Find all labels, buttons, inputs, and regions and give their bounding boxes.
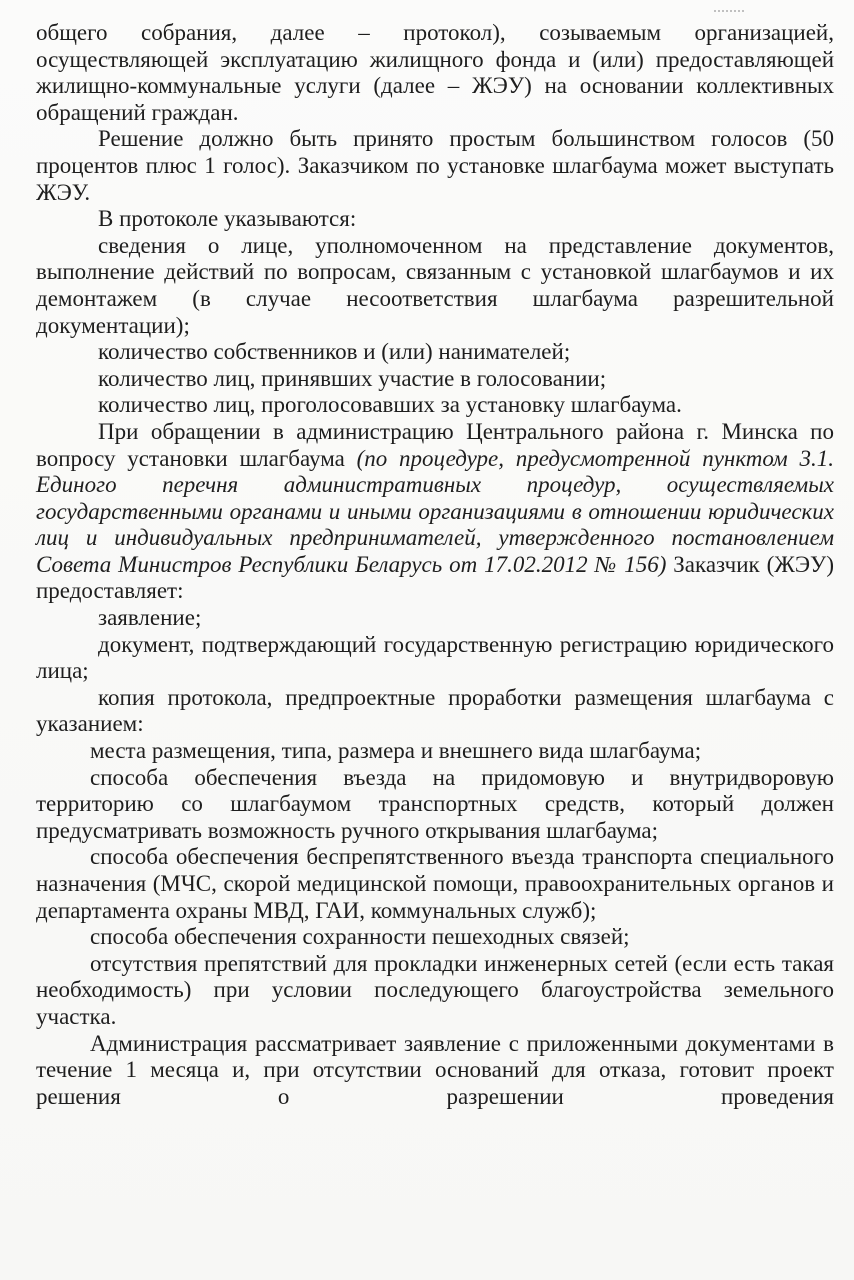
list-item-engineering-networks: отсутствия препятствий для прокладки инженерных сетей (если есть такая необходимость) при условии последующего благоустройства земельного участка. <box>36 950 834 1029</box>
list-item-authorized-person: сведения о лице, уполномоченном на представление документов, выполнение действий по вопросам, связанным с установкой шлагбаумов и их демонтажем (в случае несоответствия шлагбаума разрешительной документации); <box>36 232 834 338</box>
request-text-after: Заказчик (ЖЭУ) предоставляет: <box>36 551 834 604</box>
document-body <box>36 20 834 1110</box>
list-item-voters-count: количество лиц, принявших участие в голосовании; <box>98 365 607 391</box>
procedure-reference-italic: (по процедуре, предусмотренной пунктом 3.1. Единого перечня административных процедур, осуществляемых государственными органами и иными организациями в отношении юридических лиц и индивидуальных предпринимателей, утвержденного постановлением Совета Министров Республики Беларусь от 17.02.2012 № 156) <box>36 445 834 577</box>
list-item-vehicle-access: способа обеспечения въезда на придомовую и внутридворовую территорию со шлагбаумом транспортных средств, который должен предусматривать возможность ручного открывания шлагбаума; <box>36 764 834 843</box>
paragraph-administration-request <box>36 419 834 605</box>
list-item-emergency-access: способа обеспечения беспрепятственного въезда транспорта специального назначения (МЧС, скорой медицинской помощи, правоохранительных органов и департамента охраны МВД, ГАИ, коммунальных служб); <box>36 844 834 923</box>
list-item-protocol-copy: копия протокола, предпроектные проработки размещения шлагбаума с указанием: <box>36 684 834 737</box>
list-item-votes-for-count: количество лиц, проголосовавших за установку шлагбаума. <box>98 392 682 418</box>
list-item-registration-document: документ, подтверждающий государственную регистрацию юридического лица; <box>36 631 834 684</box>
list-item-owners-count: количество собственников и (или) нанимателей; <box>98 339 571 365</box>
paragraph-protocol-contents-intro: В протоколе указываются: <box>98 206 357 232</box>
paragraph-administration-review: Администрация рассматривает заявление с приложенными документами в течение 1 месяца и, при отсутствии оснований для отказа, готовит проект решения о разрешении проведения <box>36 1030 834 1109</box>
list-item-placement-type: места размещения, типа, размера и внешнего вида шлагбаума; <box>90 738 702 764</box>
request-text-before: При обращении в администрацию Центрального района г. Минска по вопросу установки шлагбаума <box>36 418 834 471</box>
paragraph-protocol-continuation: общего собрания, далее – протокол), созываемым организацией, осуществляющей эксплуатацию жилищного фонда и (или) предоставляющей жилищно-коммунальные услуги (далее – ЖЭУ) на основании коллективных обращений граждан. <box>36 20 834 125</box>
list-item-application: заявление; <box>98 605 202 631</box>
paragraph-decision-majority: Решение должно быть принято простым большинством голосов (50 процентов плюс 1 голос). Заказчиком по установке шлагбаума может выступать ЖЭУ. <box>36 126 834 205</box>
list-item-pedestrian-links: способа обеспечения сохранности пешеходных связей; <box>90 924 630 950</box>
